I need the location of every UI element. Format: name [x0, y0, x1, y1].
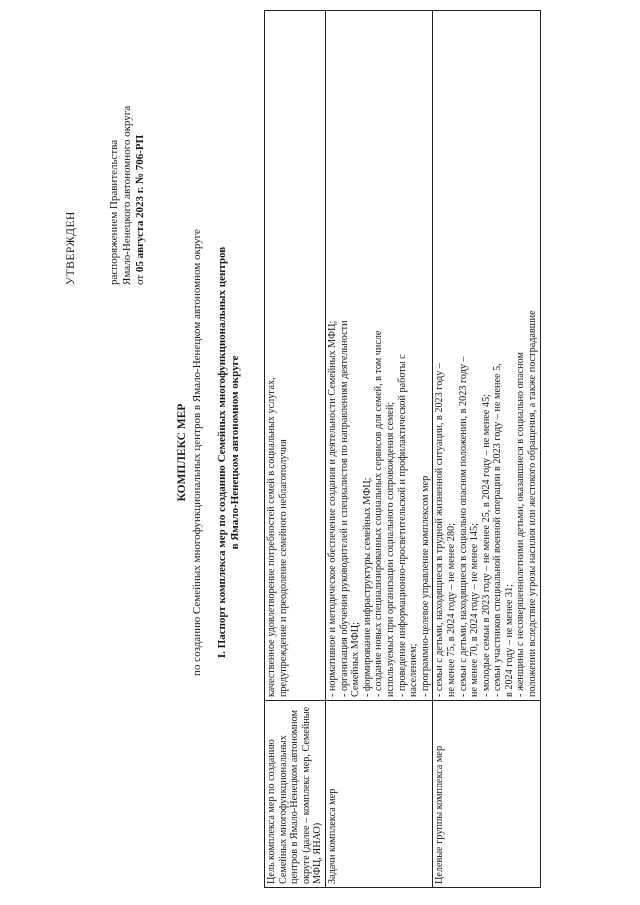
content-line: - формирование инфраструктуры семейных МФЦ; — [361, 477, 373, 697]
passport-table — [264, 10, 541, 888]
content-line: не менее 70, в 2024 году – не менее 145; — [469, 523, 481, 697]
content-line: используемых при организации социального сопровождения семей; — [384, 401, 396, 697]
content-line: в 2024 году – не менее 31; — [503, 583, 515, 697]
approval-line-1: распоряжением Правительства — [108, 139, 120, 285]
content-line: качественное удовлетворение потребностей семей в социальных услугах, — [266, 377, 277, 697]
content-line: - нормативное и методическое обеспечение создания и деятельности Семейных МФЦ; — [326, 320, 338, 697]
content-line: - программно-целевое управление комплексом мер — [419, 475, 431, 697]
content-line: - проведение информационно-просветительской и профилактической работы с — [396, 354, 408, 697]
content-line: предупреждение и преодоление семейного неблагополучия — [277, 439, 289, 697]
approval-line-2: Ямало-Ненецкого автономного округа — [121, 105, 133, 285]
content-line: положении вследствие угрозы насилия или жестокого обращения, а также пострадавшие — [527, 310, 539, 697]
row-label: Цель комплекса мер по созданию Семейных многофункциональных центров в Ямало-Ненецком автономном округе (далее – комплекс мер, Семейные МФЦ, ЯНАО) — [265, 701, 326, 888]
approval-line-3: от 05 августа 2023 г. № 706-РП — [134, 134, 146, 285]
content-line: - создание новых специализированных социальных сервисов для семей, в том числе — [373, 330, 385, 697]
row-content — [265, 11, 326, 701]
table-row — [433, 11, 540, 888]
row-label: Целевые группы комплекса мер — [433, 701, 540, 888]
content-line: не менее 75, в 2024 году – не менее 280; — [445, 523, 457, 697]
content-line: - семьи участников специальной военной операции в 2023 году – не менее 5, — [492, 363, 504, 697]
table-row — [325, 11, 432, 888]
document-title: КОМПЛЕКС МЕР — [176, 403, 188, 502]
row-content — [433, 11, 540, 701]
content-line: - организация обучения руководителей и специалистов по направлениям деятельности — [338, 320, 350, 697]
row-label: Задачи комплекса мер — [325, 701, 432, 888]
document-subtitle: по созданию Семейных многофункциональных центров в Ямало-Ненецком автономном округе — [191, 229, 203, 676]
content-line: - женщины с несовершеннолетними детьми, оказавшиеся в социально опасном — [515, 352, 527, 697]
content-line: населением; — [408, 643, 420, 697]
approval-block — [65, 25, 147, 285]
row-content — [325, 11, 432, 701]
content-line: - семьи с детьми, находящиеся в социально опасном положении, в 2023 году – — [457, 356, 469, 697]
table-row — [265, 11, 326, 888]
approval-date-number: 05 августа 2023 г. № 706-РП — [134, 134, 146, 273]
approval-heading: УТВЕРЖДЕН — [65, 211, 77, 285]
section-heading: I. Паспорт комплекса мер по созданию Семейных многофункциональных центров в Ямало-Ненецком автономном округе — [216, 246, 241, 659]
content-line: Семейных МФЦ; — [350, 622, 362, 697]
content-line: - семьи с детьми, находящиеся в трудной жизненной ситуации, в 2023 году – — [434, 363, 446, 697]
content-line: - молодые семьи в 2023 году – не менее 25, в 2024 году – не менее 45; — [480, 394, 492, 697]
